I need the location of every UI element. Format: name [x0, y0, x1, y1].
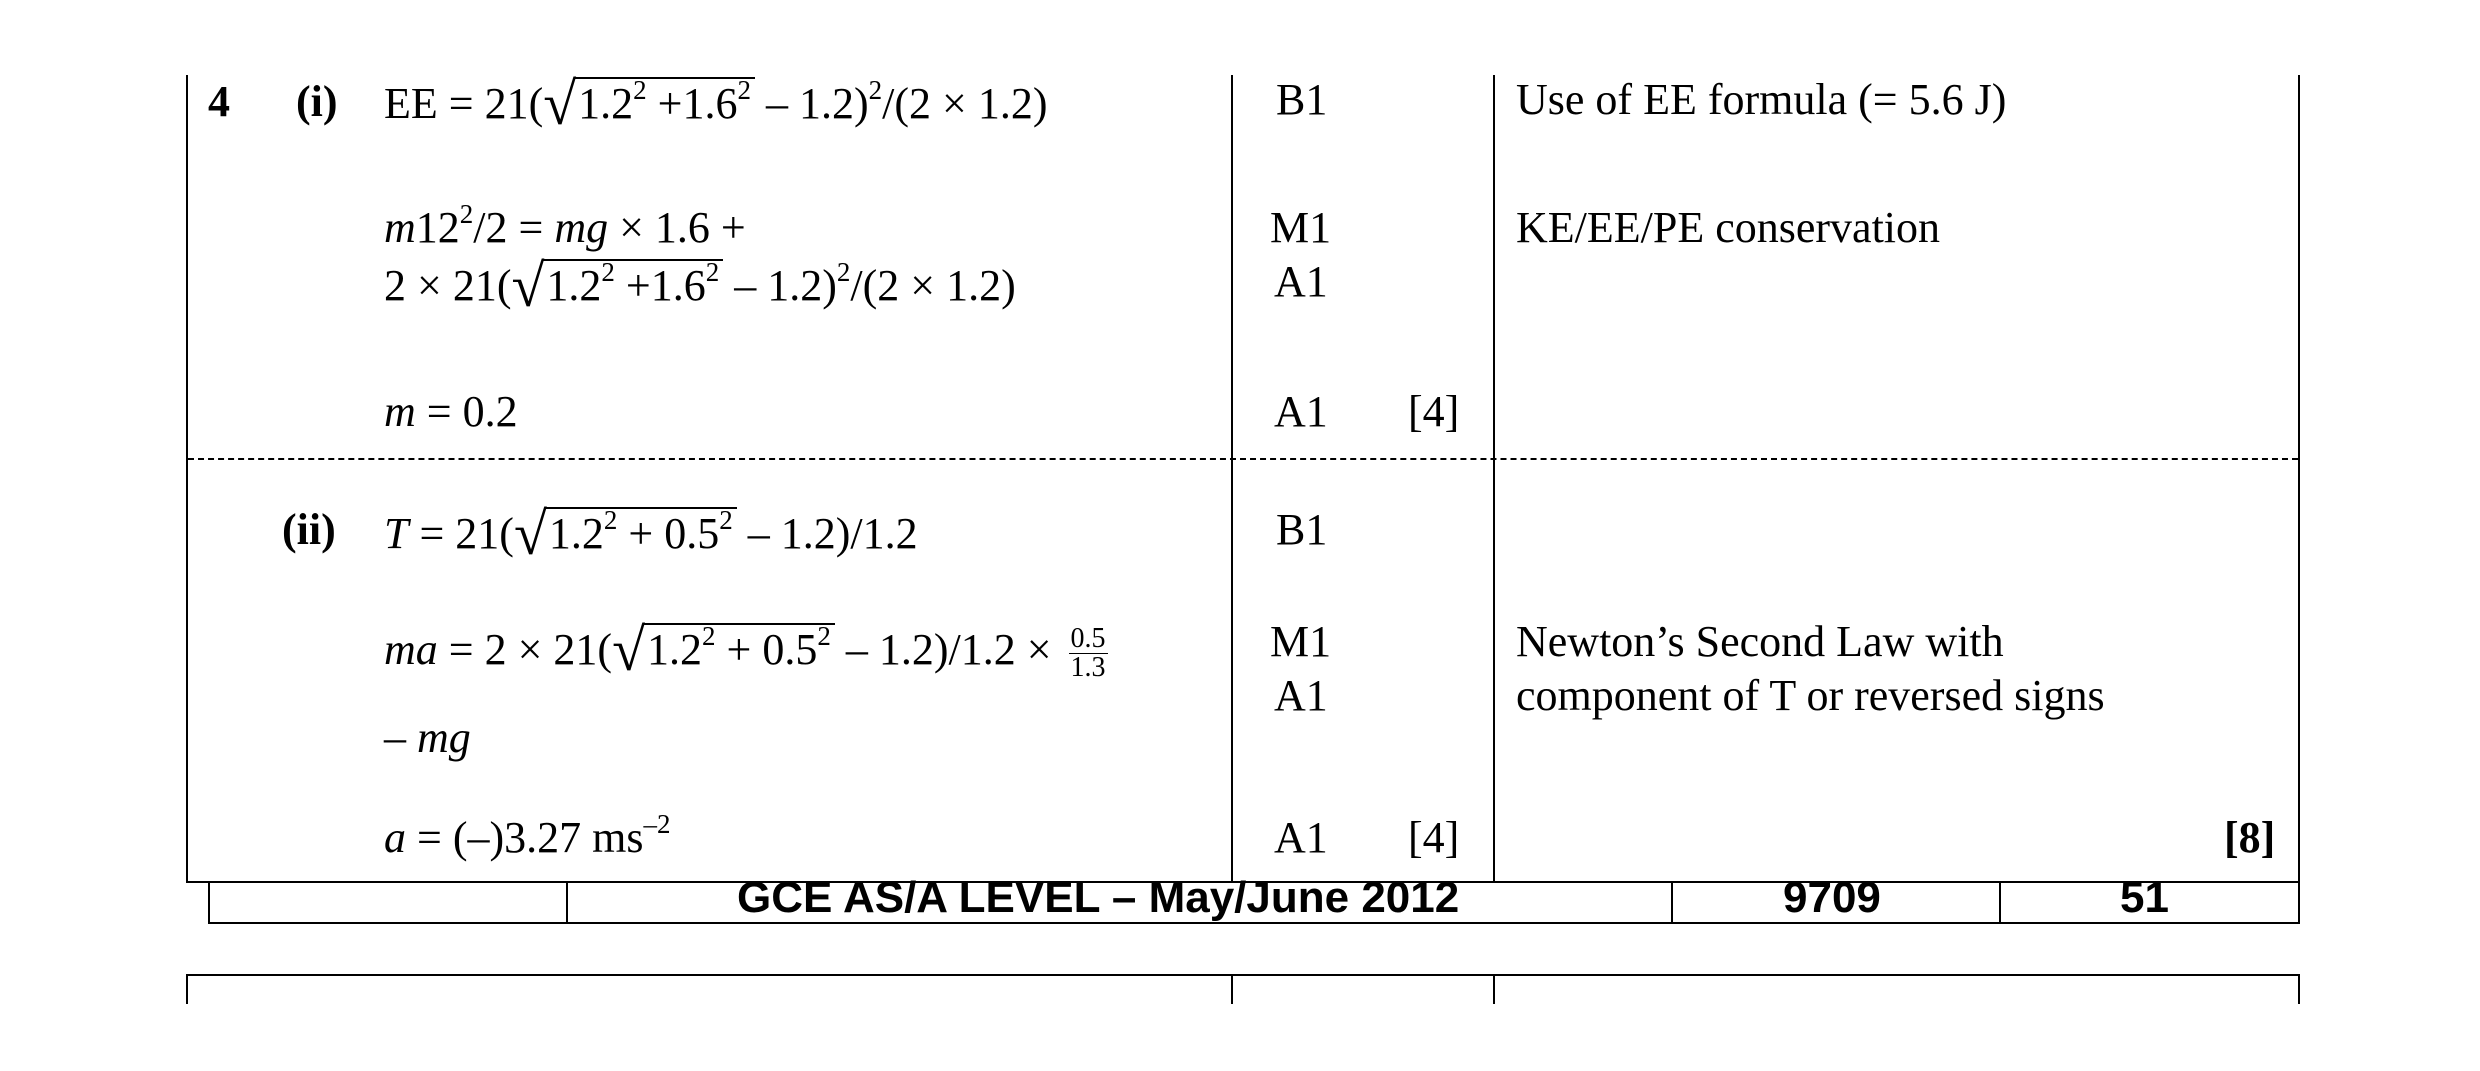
- square-root: [513, 501, 737, 567]
- next-table-top-border: [186, 974, 2300, 976]
- table-left-border: [186, 75, 188, 883]
- part-ii-newton-equation-line1: [384, 617, 1108, 684]
- text: 1.6: [682, 79, 738, 128]
- mark-b1: B1: [1276, 505, 1328, 554]
- text: +: [715, 625, 763, 674]
- table-col-divider-1: [1231, 75, 1233, 883]
- part-ii-label: (ii): [282, 505, 336, 554]
- exponent: 2: [868, 75, 883, 105]
- variable: m: [384, 203, 416, 252]
- text: +: [617, 509, 665, 558]
- mark-a1: A1: [1274, 813, 1328, 862]
- radicand: [574, 77, 755, 130]
- radical-sign: √: [612, 617, 645, 683]
- next-table-left-border: [186, 974, 188, 1004]
- guidance-conservation: KE/EE/PE conservation: [1516, 203, 1941, 252]
- text: 1.2: [548, 509, 604, 558]
- text: = 0.2: [415, 387, 518, 436]
- text: /(2 × 1.2): [850, 261, 1016, 310]
- text: × 1.6 +: [608, 203, 746, 252]
- mark-a1: A1: [1274, 257, 1328, 306]
- variable: mg: [417, 713, 471, 762]
- text: EE = 21(: [384, 79, 544, 128]
- radicand: [542, 259, 723, 312]
- footer-left-border: [208, 881, 210, 924]
- mark-a1: A1: [1274, 387, 1328, 436]
- text: 1.2: [578, 79, 634, 128]
- fraction-denominator: 1.3: [1070, 652, 1106, 684]
- part-i-label: (i): [296, 77, 338, 126]
- fraction-numerator: 0.5: [1070, 623, 1106, 655]
- part-ii-result: [384, 809, 671, 862]
- text: –: [384, 713, 417, 762]
- part-ii-tension: [384, 501, 918, 567]
- text: = 2 × 21(: [437, 625, 613, 674]
- text: +: [614, 261, 651, 310]
- exponent: –2: [643, 809, 671, 839]
- footer-divider-2: [1671, 881, 1673, 924]
- text: – 1.2): [755, 79, 869, 128]
- question-number: 4: [208, 77, 230, 126]
- exponent: 2: [817, 621, 831, 651]
- table-col-divider-2: [1493, 75, 1495, 883]
- fraction: [1069, 625, 1108, 682]
- footer-divider-3: [1999, 881, 2001, 924]
- exponent: 2: [633, 75, 647, 105]
- footer-syllabus-code: 9709: [1783, 873, 1881, 922]
- exponent: 2: [737, 75, 751, 105]
- text: 0.5: [762, 625, 818, 674]
- text: 2 × 21(: [384, 261, 512, 310]
- text: 1.2: [647, 625, 702, 674]
- text: 0.5: [664, 509, 720, 558]
- exponent: 2: [836, 257, 851, 287]
- text: /2 =: [473, 203, 555, 252]
- next-table-right-border: [2298, 974, 2300, 1004]
- variable: mg: [554, 203, 609, 252]
- question-grand-total: [8]: [2224, 813, 2276, 862]
- text: = 21(: [408, 509, 514, 558]
- footer-bottom-border: [208, 922, 2300, 924]
- exponent: 2: [719, 505, 733, 535]
- exponent: 2: [603, 505, 618, 535]
- part-divider-dashed: [188, 458, 2298, 460]
- part-i-ee-formula: [384, 71, 1048, 137]
- part-i-total: [4]: [1408, 387, 1460, 436]
- mark-a1: A1: [1274, 671, 1328, 720]
- footer-divider-1: [566, 881, 568, 924]
- part-i-result: [384, 387, 518, 436]
- footer-exam-title: GCE AS/A LEVEL – May/June 2012: [737, 873, 1460, 922]
- next-table-col-divider-1: [1231, 974, 1233, 1004]
- table-right-border: [2298, 75, 2300, 883]
- text: – 1.2)/1.2 ×: [834, 625, 1063, 674]
- text: – 1.2): [723, 261, 837, 310]
- variable: ma: [384, 625, 438, 674]
- text: – 1.2)/1.2: [736, 509, 918, 558]
- exponent: 2: [601, 257, 615, 287]
- mark-m1: M1: [1270, 617, 1332, 666]
- variable: a: [384, 813, 406, 862]
- text: 1.6: [650, 261, 706, 310]
- part-ii-newton-equation-line2: [384, 713, 471, 762]
- square-root: [543, 71, 755, 137]
- guidance-newton-line1: Newton’s Second Law with: [1516, 617, 2004, 666]
- text: 1.2: [546, 261, 602, 310]
- guidance-ee-formula: Use of EE formula (= 5.6 J): [1516, 75, 2007, 124]
- mark-b1: B1: [1276, 75, 1328, 124]
- text: = (–)3.27 ms: [406, 813, 644, 862]
- part-ii-total: [4]: [1408, 813, 1460, 862]
- exponent: 2: [459, 199, 474, 229]
- footer-right-border: [2298, 881, 2300, 924]
- exponent: 2: [705, 257, 720, 287]
- radicand: [643, 623, 835, 676]
- text: +: [646, 79, 683, 128]
- variable: T: [384, 509, 409, 558]
- variable: m: [384, 387, 416, 436]
- radical-sign: √: [511, 253, 545, 319]
- radical-sign: √: [513, 501, 547, 567]
- exponent: 2: [702, 621, 716, 651]
- next-table-col-divider-2: [1493, 974, 1495, 1004]
- square-root: [612, 617, 835, 683]
- part-i-energy-equation-line1: [384, 199, 746, 252]
- radical-sign: √: [543, 71, 577, 137]
- guidance-newton-line2: component of T or reversed signs: [1516, 671, 2105, 720]
- footer-paper-number: 51: [2120, 873, 2169, 922]
- mark-m1: M1: [1270, 203, 1332, 252]
- radicand: [545, 507, 737, 560]
- part-i-energy-equation-line2: [384, 253, 1016, 319]
- square-root: [511, 253, 723, 319]
- text: 12: [415, 203, 460, 252]
- text: /(2 × 1.2): [882, 79, 1048, 128]
